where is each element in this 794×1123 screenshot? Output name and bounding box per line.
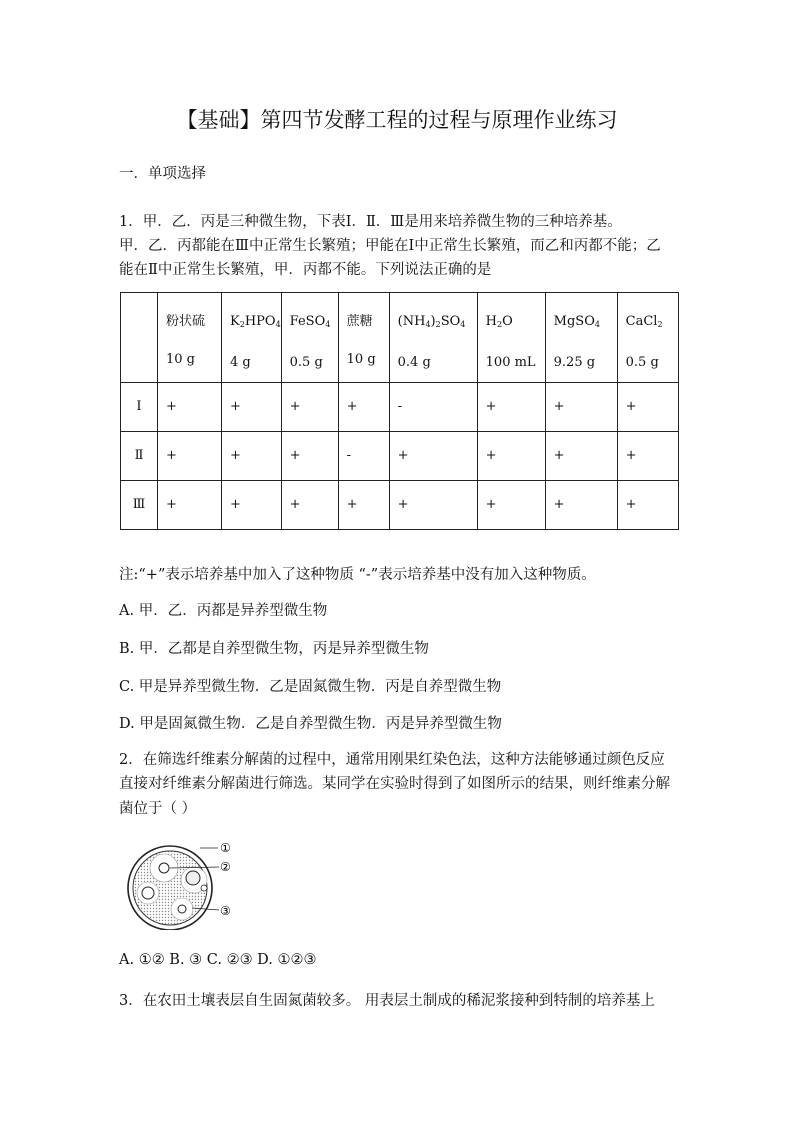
header-cell xyxy=(477,293,545,383)
table-cell: + xyxy=(158,481,222,530)
section-heading: 一．单项选择 xyxy=(119,166,206,182)
header-name: $(NH_4)_2SO_4$ xyxy=(397,314,466,329)
table-cell: + xyxy=(617,432,678,481)
header-name: 蔗糖 xyxy=(346,314,373,329)
question-2-options: A. ①② B. ③ C. ②③ D. ①②③ xyxy=(119,952,317,968)
row-label: Ⅰ xyxy=(121,383,158,432)
table-cell: + xyxy=(389,481,477,530)
table-cell: - xyxy=(338,432,389,481)
option-c: C. 甲是异养型微生物．乙是固氮微生物．丙是自养型微生物 xyxy=(119,679,502,695)
header-name: CaCl$_2$ xyxy=(625,314,663,329)
header-cell xyxy=(222,293,282,383)
figure-label: ② xyxy=(220,860,231,874)
question-2-line-3: 菌位于（ ） xyxy=(119,801,197,817)
table-row xyxy=(121,383,679,432)
option-a: A. 甲．乙．丙都是异养型微生物 xyxy=(119,603,328,619)
header-cell xyxy=(281,293,338,383)
medium-composition-table xyxy=(120,292,679,530)
colony xyxy=(159,863,169,873)
colony xyxy=(186,871,200,885)
header-amount: 4 g xyxy=(230,355,251,370)
row-label: Ⅱ xyxy=(121,432,158,481)
table-header-row xyxy=(121,293,679,383)
question-1-line-3: 能在Ⅱ中正常生长繁殖，甲．丙都不能。下列说法正确的是 xyxy=(119,262,492,278)
table-note: 注:“+”表示培养基中加入了这种物质 “-”表示培养基中没有加入这种物质。 xyxy=(119,567,596,583)
table-cell: + xyxy=(545,481,617,530)
header-name: 粉状硫 xyxy=(166,314,206,329)
table-cell: + xyxy=(281,383,338,432)
table-row xyxy=(121,432,679,481)
header-name: $H_2O$ xyxy=(485,314,513,329)
question-1-line-2: 甲．乙．丙都能在Ⅲ中正常生长繁殖；甲能在Ⅰ中正常生长繁殖，而乙和丙都不能；乙 xyxy=(119,238,661,254)
table-cell: + xyxy=(545,383,617,432)
header-amount: 100 mL xyxy=(485,355,536,370)
row-label: Ⅲ xyxy=(121,481,158,530)
header-name: FeSO$_4$ xyxy=(289,314,331,329)
table-row xyxy=(121,481,679,530)
figure-label: ① xyxy=(220,841,231,855)
table-cell: + xyxy=(338,481,389,530)
header-amount: 0.5 g xyxy=(289,355,323,370)
table-cell: + xyxy=(389,432,477,481)
table-cell: + xyxy=(477,481,545,530)
question-2-line-1: 2．在筛选纤维素分解菌的过程中，通常用刚果红染色法，这种方法能够通过颜色反应 xyxy=(119,752,665,768)
table-cell: + xyxy=(477,383,545,432)
header-cell xyxy=(338,293,389,383)
table-cell: - xyxy=(389,383,477,432)
colony xyxy=(178,905,186,913)
header-cell xyxy=(158,293,222,383)
header-cell xyxy=(389,293,477,383)
page-title: 【基础】第四节发酵工程的过程与原理作业练习 xyxy=(176,108,618,132)
question-1-line-1: 1．甲．乙．丙是三种微生物，下表Ⅰ．Ⅱ．Ⅲ是用来培养微生物的三种培养基。 xyxy=(119,214,622,230)
option-b: B. 甲．乙都是自养型微生物，丙是异养型微生物 xyxy=(119,641,429,657)
question-3-line-1: 3．在农田土壤表层自生固氮菌较多。 用表层土制成的稀泥浆接种到特制的培养基上 xyxy=(119,993,655,1009)
question-2-line-2: 直接对纤维素分解菌进行筛选。某同学在实验时得到了如图所示的结果，则纤维素分解 xyxy=(119,776,670,792)
table-cell: + xyxy=(222,383,282,432)
header-name: $K_2HPO_4$ xyxy=(230,314,281,329)
table-cell: + xyxy=(617,481,678,530)
table-cell: + xyxy=(158,383,222,432)
table-cell: + xyxy=(158,432,222,481)
header-name: MgSO$_4$ xyxy=(553,314,600,329)
table-cell: + xyxy=(281,481,338,530)
header-amount: 9.25 g xyxy=(553,355,596,370)
small-colony xyxy=(201,885,207,891)
petri-dish-figure xyxy=(122,838,242,930)
table-corner-cell xyxy=(121,293,158,383)
figure-label: ③ xyxy=(220,904,231,918)
header-amount: 10 g xyxy=(346,352,376,367)
table-cell: + xyxy=(617,383,678,432)
option-d: D. 甲是固氮微生物．乙是自养型微生物．丙是异养型微生物 xyxy=(119,716,502,732)
table-cell: + xyxy=(338,383,389,432)
header-amount: 10 g xyxy=(166,352,195,367)
table-cell: + xyxy=(477,432,545,481)
table-cell: + xyxy=(545,432,617,481)
table-cell: + xyxy=(222,432,282,481)
header-cell xyxy=(617,293,678,383)
header-amount: 0.4 g xyxy=(397,355,431,370)
header-cell xyxy=(545,293,617,383)
table-cell: + xyxy=(222,481,282,530)
colony xyxy=(142,887,154,899)
table-cell: + xyxy=(281,432,338,481)
header-amount: 0.5 g xyxy=(625,355,659,370)
